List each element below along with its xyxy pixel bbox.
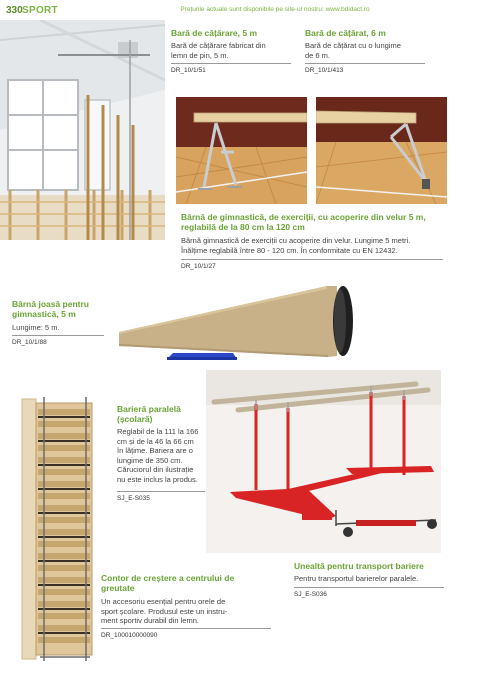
desc-line: în lățime. Bariera are o — [117, 446, 193, 455]
product-code-transport-tool: SJ_E-S036 — [294, 591, 327, 598]
balance-beam-photo-1 — [176, 97, 307, 204]
divider — [171, 63, 291, 64]
desc-line: cm și de la 46 la 66 cm — [117, 436, 194, 446]
title-line: gimnastică, 5 m — [12, 309, 76, 319]
page-number: 330 — [6, 5, 23, 16]
divider — [12, 335, 104, 336]
divider — [294, 587, 444, 588]
section-title: SPORT — [22, 5, 58, 16]
desc-line: Căruciorul din ilustrație — [117, 465, 194, 474]
low-beam-photo — [115, 283, 360, 363]
price-note: Prețurile actuale sunt disponibile pe site-ul nostru: www.bdidact.ro — [180, 6, 370, 13]
desc-line: ment sportiv durabil din lemn. — [101, 616, 199, 625]
desc-line: Înălțime reglabilă între 80 - 120 cm. În conformitate cu EN 12432. — [181, 245, 398, 255]
title-line: Bârnă joasă pentru — [12, 299, 89, 309]
divider — [117, 491, 205, 492]
product-title-growth-counter — [101, 573, 301, 593]
divider — [305, 63, 425, 64]
product-title-climbing-pole-5m: Bară de cățărare, 5 m — [171, 28, 257, 38]
title-line: greutate — [101, 583, 135, 593]
product-desc-climbing-pole-5m: Bară de cățărare fabricat din lemn de pin, 5 m. — [171, 41, 266, 60]
divider — [181, 259, 443, 260]
parallel-bars-photo — [206, 370, 441, 553]
desc-line: nu este inclus la produs. — [117, 474, 198, 484]
desc-line: Bârnă gimnastică de exerciții cu acoperire din velur. Lungime 5 metri. — [181, 236, 411, 245]
product-code-growth-counter: DR_100010000090 — [101, 632, 158, 639]
title-line: reglabilă de la 80 cm la 120 cm — [181, 222, 305, 232]
product-desc-transport-tool: Pentru transportul barierelor paralele. — [294, 574, 419, 583]
product-title-transport-tool: Unealtă pentru transport bariere — [294, 561, 424, 571]
product-code-parallel-bars: SJ_E-S035 — [117, 495, 150, 502]
title-line: Contor de creștere a centrului de — [101, 573, 235, 583]
gym-hall-photo — [0, 20, 165, 240]
title-line: (școlară) — [117, 414, 153, 424]
product-desc-velour-beam — [181, 236, 471, 255]
divider — [101, 628, 271, 629]
desc-line: sport școlare. Produsul este un instru- — [101, 606, 228, 616]
title-line: Barieră paralelă — [117, 404, 181, 414]
desc-line: Un accesoriu esențial pentru orele de — [101, 597, 226, 606]
desc-line: lungime de 350 cm. — [117, 455, 183, 465]
product-desc-parallel-bars — [117, 427, 212, 484]
product-title-parallel-bars — [117, 404, 212, 424]
balance-beam-photo-2 — [316, 97, 447, 204]
product-code-velour-beam: DR_10/1/27 — [181, 263, 216, 270]
product-title-velour-beam — [181, 212, 471, 232]
desc-line: Reglabil de la 111 la 166 — [117, 427, 199, 436]
growth-counter-photo — [18, 395, 96, 663]
product-title-climbing-pole-6m: Bară de cățărat, 6 m — [305, 28, 386, 38]
product-code-low-beam: DR_10/1/88 — [12, 339, 47, 346]
product-desc-climbing-pole-6m: Bară de cățărat cu o lungime de 6 m. — [305, 41, 401, 60]
product-code-climbing-pole-6m: DR_10/1/413 — [305, 67, 344, 74]
product-desc-low-beam: Lungime: 5 m. — [12, 323, 60, 332]
product-desc-growth-counter — [101, 597, 301, 626]
product-code-climbing-pole-5m: DR_10/1/51 — [171, 67, 206, 74]
title-line: Bârnă de gimnastică, de exerciții, cu acoperire din velur 5 m, — [181, 212, 426, 222]
product-title-low-beam — [12, 299, 112, 319]
